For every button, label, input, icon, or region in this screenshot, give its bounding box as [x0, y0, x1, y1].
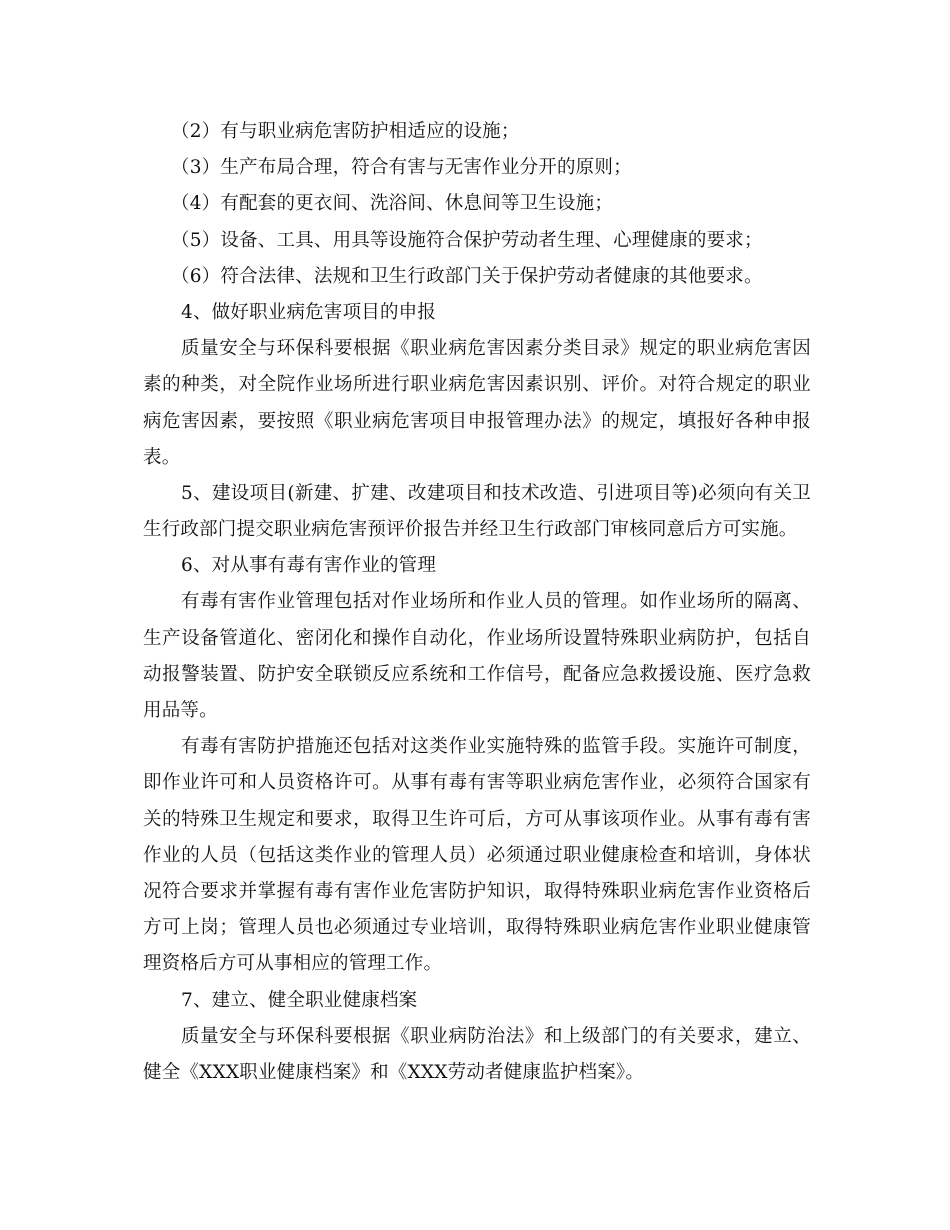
section-heading: 7、建立、健全职业健康档案 [181, 989, 418, 1011]
list-item: （4）有配套的更衣间、洗浴间、休息间等卫生设施； [171, 193, 614, 215]
paragraph-line: 表。 [143, 446, 181, 468]
paragraph-line: 质量安全与环保科要根据《职业病危害因素分类目录》规定的职业病危害因 [181, 338, 811, 360]
paragraph-line: 方可上岗；管理人员也必须通过专业培训，取得特殊职业病危害作业职业健康管 [143, 917, 811, 939]
paragraph-line: 关的特殊卫生规定和要求，取得卫生许可后，方可从事该项作业。从事有毒有害 [143, 808, 811, 830]
paragraph-line: 用品等。 [143, 700, 218, 721]
paragraph-line: 作业的人员（包括这类作业的管理人员）必须通过职业健康检查和培训，身体状 [143, 844, 811, 866]
section-heading: 4、做好职业病危害项目的申报 [181, 301, 437, 323]
paragraph-line: 动报警装置、防护安全联锁反应系统和工作信号，配备应急救援设施、医疗急救 [143, 663, 811, 685]
paragraph-line: 素的种类，对全院作业场所进行职业病危害因素识别、评价。对符合规定的职业 [143, 374, 811, 396]
paragraph-line: 病危害因素，要按照《职业病危害项目申报管理办法》的规定，填报好各种申报 [143, 410, 811, 432]
list-item: （6）符合法律、法规和卫生行政部门关于保护劳动者健康的其他要求。 [171, 265, 763, 287]
paragraph-line: 理资格后方可从事相应的管理工作。 [143, 953, 443, 975]
list-item: （3）生产布局合理，符合有害与无害作业分开的原则； [171, 157, 632, 179]
paragraph-line: 况符合要求并掌握有毒有害作业危害防护知识，取得特殊职业病危害作业资格后 [143, 880, 811, 902]
paragraph-line: 质量安全与环保科要根据《职业病防治法》和上级部门的有关要求，建立、 [181, 1025, 811, 1047]
section-heading: 生行政部门提交职业病危害预评价报告并经卫生行政部门审核同意后方可实施。 [143, 519, 798, 541]
section-heading: 5、建设项目(新建、扩建、改建项目和技术改造、引进项目等)必须向有关卫 [181, 482, 811, 504]
paragraph-line: 有毒有害防护措施还包括对这类作业实施特殊的监管手段。实施许可制度， [181, 736, 811, 758]
list-item: （5）设备、工具、用具等设施符合保护劳动者生理、心理健康的要求； [171, 229, 763, 251]
paragraph-line: 生产设备管道化、密闭化和操作自动化，作业场所设置特殊职业病防护，包括自 [143, 627, 811, 649]
list-item: （2）有与职业病危害防护相适应的设施； [171, 121, 520, 142]
document-body [143, 114, 811, 1091]
paragraph-line: 即作业许可和人员资格许可。从事有毒有害等职业病危害作业，必须符合国家有 [143, 772, 811, 794]
paragraph-line: 有毒有害作业管理包括对作业场所和作业人员的管理。如作业场所的隔离、 [181, 591, 811, 613]
section-heading: 6、对从事有毒有害作业的管理 [181, 555, 437, 577]
paragraph-line: 健全《XXX职业健康档案》和《XXX劳动者健康监护档案》。 [143, 1061, 645, 1083]
